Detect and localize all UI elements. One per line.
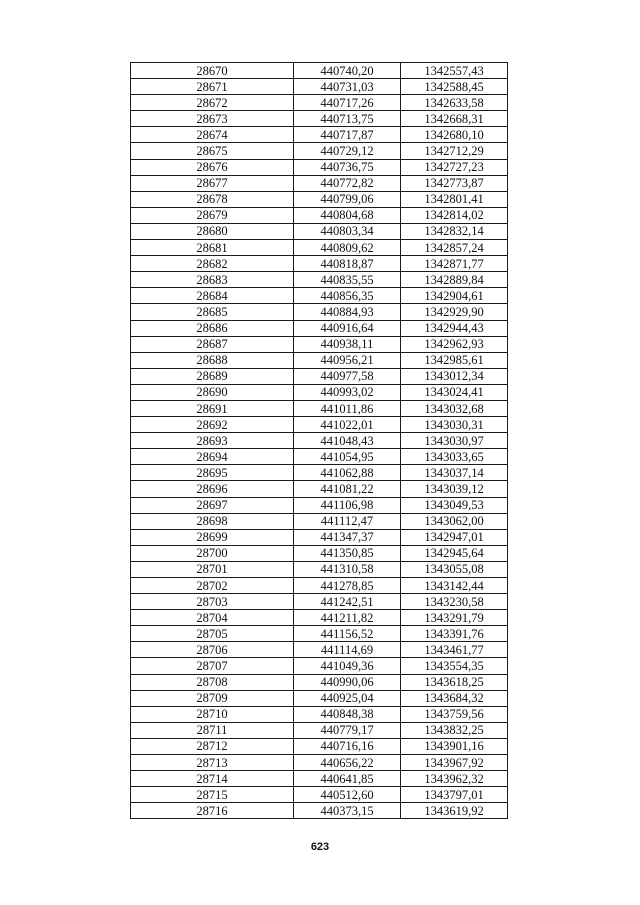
x-coordinate-cell: 440856,35	[294, 288, 401, 304]
y-coordinate-cell: 1342712,29	[401, 143, 508, 159]
table-row	[131, 127, 508, 143]
y-coordinate-cell: 1343391,76	[401, 626, 508, 642]
point-number-cell: 28674	[131, 127, 294, 143]
x-coordinate-cell: 441081,22	[294, 481, 401, 497]
y-coordinate-cell: 1342801,41	[401, 191, 508, 207]
table-row	[131, 594, 508, 610]
y-coordinate-cell: 1343618,25	[401, 674, 508, 690]
table-row	[131, 465, 508, 481]
point-number-cell: 28714	[131, 771, 294, 787]
point-number-cell: 28697	[131, 497, 294, 513]
point-number-cell: 28676	[131, 159, 294, 175]
table-row	[131, 513, 508, 529]
point-number-cell: 28700	[131, 545, 294, 561]
y-coordinate-cell: 1342929,90	[401, 304, 508, 320]
x-coordinate-cell: 440736,75	[294, 159, 401, 175]
point-number-cell: 28704	[131, 610, 294, 626]
y-coordinate-cell: 1343033,65	[401, 449, 508, 465]
table-row	[131, 690, 508, 706]
point-number-cell: 28712	[131, 738, 294, 754]
table-row	[131, 626, 508, 642]
point-number-cell: 28706	[131, 642, 294, 658]
y-coordinate-cell: 1343062,00	[401, 513, 508, 529]
x-coordinate-cell: 440977,58	[294, 368, 401, 384]
point-number-cell: 28709	[131, 690, 294, 706]
x-coordinate-cell: 440799,06	[294, 191, 401, 207]
x-coordinate-cell: 441347,37	[294, 529, 401, 545]
x-coordinate-cell: 440512,60	[294, 787, 401, 803]
y-coordinate-cell: 1343039,12	[401, 481, 508, 497]
table-row	[131, 578, 508, 594]
y-coordinate-cell: 1343554,35	[401, 658, 508, 674]
x-coordinate-cell: 440803,34	[294, 223, 401, 239]
x-coordinate-cell: 440804,68	[294, 207, 401, 223]
table-row	[131, 449, 508, 465]
y-coordinate-cell: 1343962,32	[401, 771, 508, 787]
x-coordinate-cell: 441062,88	[294, 465, 401, 481]
y-coordinate-cell: 1343291,79	[401, 610, 508, 626]
table-row	[131, 191, 508, 207]
x-coordinate-cell: 440716,16	[294, 738, 401, 754]
x-coordinate-cell: 441054,95	[294, 449, 401, 465]
point-number-cell: 28678	[131, 191, 294, 207]
y-coordinate-cell: 1343055,08	[401, 561, 508, 577]
table-row	[131, 256, 508, 272]
x-coordinate-cell: 440916,64	[294, 320, 401, 336]
point-number-cell: 28698	[131, 513, 294, 529]
table-row	[131, 738, 508, 754]
y-coordinate-cell: 1343230,58	[401, 594, 508, 610]
point-number-cell: 28688	[131, 352, 294, 368]
point-number-cell: 28703	[131, 594, 294, 610]
table-row	[131, 63, 508, 79]
table-row	[131, 111, 508, 127]
y-coordinate-cell: 1343037,14	[401, 465, 508, 481]
point-number-cell: 28711	[131, 722, 294, 738]
table-row	[131, 529, 508, 545]
point-number-cell: 28692	[131, 417, 294, 433]
y-coordinate-cell: 1342633,58	[401, 95, 508, 111]
y-coordinate-cell: 1343684,32	[401, 690, 508, 706]
x-coordinate-cell: 440848,38	[294, 706, 401, 722]
y-coordinate-cell: 1343461,77	[401, 642, 508, 658]
y-coordinate-cell: 1343619,92	[401, 803, 508, 819]
table-row	[131, 304, 508, 320]
table-row	[131, 400, 508, 416]
table-row	[131, 95, 508, 111]
point-number-cell: 28701	[131, 561, 294, 577]
point-number-cell: 28673	[131, 111, 294, 127]
table-row	[131, 336, 508, 352]
point-number-cell: 28689	[131, 368, 294, 384]
x-coordinate-cell: 441310,58	[294, 561, 401, 577]
y-coordinate-cell: 1343049,53	[401, 497, 508, 513]
table-row	[131, 658, 508, 674]
coordinates-table	[130, 62, 508, 819]
table-row	[131, 272, 508, 288]
table-row	[131, 545, 508, 561]
table-row	[131, 561, 508, 577]
point-number-cell: 28694	[131, 449, 294, 465]
point-number-cell: 28677	[131, 175, 294, 191]
x-coordinate-cell: 440641,85	[294, 771, 401, 787]
y-coordinate-cell: 1342871,77	[401, 256, 508, 272]
point-number-cell: 28693	[131, 433, 294, 449]
x-coordinate-cell: 441242,51	[294, 594, 401, 610]
point-number-cell: 28687	[131, 336, 294, 352]
y-coordinate-cell: 1343024,41	[401, 384, 508, 400]
table-row	[131, 722, 508, 738]
table-row	[131, 771, 508, 787]
x-coordinate-cell: 440818,87	[294, 256, 401, 272]
point-number-cell: 28708	[131, 674, 294, 690]
point-number-cell: 28679	[131, 207, 294, 223]
x-coordinate-cell: 440993,02	[294, 384, 401, 400]
coordinates-table-body	[131, 63, 508, 819]
y-coordinate-cell: 1342680,10	[401, 127, 508, 143]
x-coordinate-cell: 440729,12	[294, 143, 401, 159]
table-row	[131, 175, 508, 191]
x-coordinate-cell: 440717,26	[294, 95, 401, 111]
point-number-cell: 28681	[131, 240, 294, 256]
table-row	[131, 674, 508, 690]
page-number: 623	[310, 841, 330, 853]
table-row	[131, 384, 508, 400]
table-row	[131, 481, 508, 497]
y-coordinate-cell: 1343832,25	[401, 722, 508, 738]
x-coordinate-cell: 440656,22	[294, 755, 401, 771]
point-number-cell: 28670	[131, 63, 294, 79]
x-coordinate-cell: 441022,01	[294, 417, 401, 433]
x-coordinate-cell: 441048,43	[294, 433, 401, 449]
table-row	[131, 433, 508, 449]
point-number-cell: 28696	[131, 481, 294, 497]
x-coordinate-cell: 440809,62	[294, 240, 401, 256]
y-coordinate-cell: 1343142,44	[401, 578, 508, 594]
y-coordinate-cell: 1343901,16	[401, 738, 508, 754]
y-coordinate-cell: 1343797,01	[401, 787, 508, 803]
point-number-cell: 28685	[131, 304, 294, 320]
x-coordinate-cell: 441156,52	[294, 626, 401, 642]
table-row	[131, 417, 508, 433]
y-coordinate-cell: 1343012,34	[401, 368, 508, 384]
point-number-cell: 28702	[131, 578, 294, 594]
x-coordinate-cell: 440731,03	[294, 79, 401, 95]
y-coordinate-cell: 1342814,02	[401, 207, 508, 223]
table-row	[131, 288, 508, 304]
x-coordinate-cell: 440925,04	[294, 690, 401, 706]
y-coordinate-cell: 1343030,31	[401, 417, 508, 433]
point-number-cell: 28684	[131, 288, 294, 304]
point-number-cell: 28672	[131, 95, 294, 111]
x-coordinate-cell: 440779,17	[294, 722, 401, 738]
y-coordinate-cell: 1342668,31	[401, 111, 508, 127]
x-coordinate-cell: 441106,98	[294, 497, 401, 513]
point-number-cell: 28683	[131, 272, 294, 288]
x-coordinate-cell: 441112,47	[294, 513, 401, 529]
table-row	[131, 497, 508, 513]
table-row	[131, 352, 508, 368]
y-coordinate-cell: 1342944,43	[401, 320, 508, 336]
y-coordinate-cell: 1342727,23	[401, 159, 508, 175]
table-row	[131, 706, 508, 722]
x-coordinate-cell: 440713,75	[294, 111, 401, 127]
y-coordinate-cell: 1342773,87	[401, 175, 508, 191]
y-coordinate-cell: 1343759,56	[401, 706, 508, 722]
point-number-cell: 28707	[131, 658, 294, 674]
y-coordinate-cell: 1342985,61	[401, 352, 508, 368]
table-row	[131, 240, 508, 256]
point-number-cell: 28690	[131, 384, 294, 400]
x-coordinate-cell: 440884,93	[294, 304, 401, 320]
table-row	[131, 79, 508, 95]
table-row	[131, 368, 508, 384]
y-coordinate-cell: 1343032,68	[401, 400, 508, 416]
point-number-cell: 28691	[131, 400, 294, 416]
table-row	[131, 755, 508, 771]
y-coordinate-cell: 1342962,93	[401, 336, 508, 352]
x-coordinate-cell: 441350,85	[294, 545, 401, 561]
x-coordinate-cell: 441011,86	[294, 400, 401, 416]
x-coordinate-cell: 440717,87	[294, 127, 401, 143]
point-number-cell: 28671	[131, 79, 294, 95]
y-coordinate-cell: 1342889,84	[401, 272, 508, 288]
x-coordinate-cell: 441211,82	[294, 610, 401, 626]
table-row	[131, 143, 508, 159]
y-coordinate-cell: 1343030,97	[401, 433, 508, 449]
y-coordinate-cell: 1342904,61	[401, 288, 508, 304]
table-row	[131, 207, 508, 223]
table-row	[131, 803, 508, 819]
table-row	[131, 787, 508, 803]
y-coordinate-cell: 1342945,64	[401, 545, 508, 561]
point-number-cell: 28682	[131, 256, 294, 272]
x-coordinate-cell: 440835,55	[294, 272, 401, 288]
point-number-cell: 28713	[131, 755, 294, 771]
y-coordinate-cell: 1342857,24	[401, 240, 508, 256]
point-number-cell: 28715	[131, 787, 294, 803]
point-number-cell: 28675	[131, 143, 294, 159]
table-row	[131, 223, 508, 239]
point-number-cell: 28710	[131, 706, 294, 722]
y-coordinate-cell: 1342557,43	[401, 63, 508, 79]
y-coordinate-cell: 1342947,01	[401, 529, 508, 545]
table-row	[131, 320, 508, 336]
point-number-cell: 28695	[131, 465, 294, 481]
point-number-cell: 28705	[131, 626, 294, 642]
y-coordinate-cell: 1342832,14	[401, 223, 508, 239]
table-row	[131, 610, 508, 626]
table-row	[131, 642, 508, 658]
x-coordinate-cell: 440772,82	[294, 175, 401, 191]
x-coordinate-cell: 440740,20	[294, 63, 401, 79]
point-number-cell: 28686	[131, 320, 294, 336]
x-coordinate-cell: 440956,21	[294, 352, 401, 368]
x-coordinate-cell: 440938,11	[294, 336, 401, 352]
x-coordinate-cell: 441114,69	[294, 642, 401, 658]
x-coordinate-cell: 441049,36	[294, 658, 401, 674]
point-number-cell: 28680	[131, 223, 294, 239]
x-coordinate-cell: 441278,85	[294, 578, 401, 594]
y-coordinate-cell: 1342588,45	[401, 79, 508, 95]
table-row	[131, 159, 508, 175]
x-coordinate-cell: 440373,15	[294, 803, 401, 819]
point-number-cell: 28699	[131, 529, 294, 545]
x-coordinate-cell: 440990,06	[294, 674, 401, 690]
point-number-cell: 28716	[131, 803, 294, 819]
y-coordinate-cell: 1343967,92	[401, 755, 508, 771]
